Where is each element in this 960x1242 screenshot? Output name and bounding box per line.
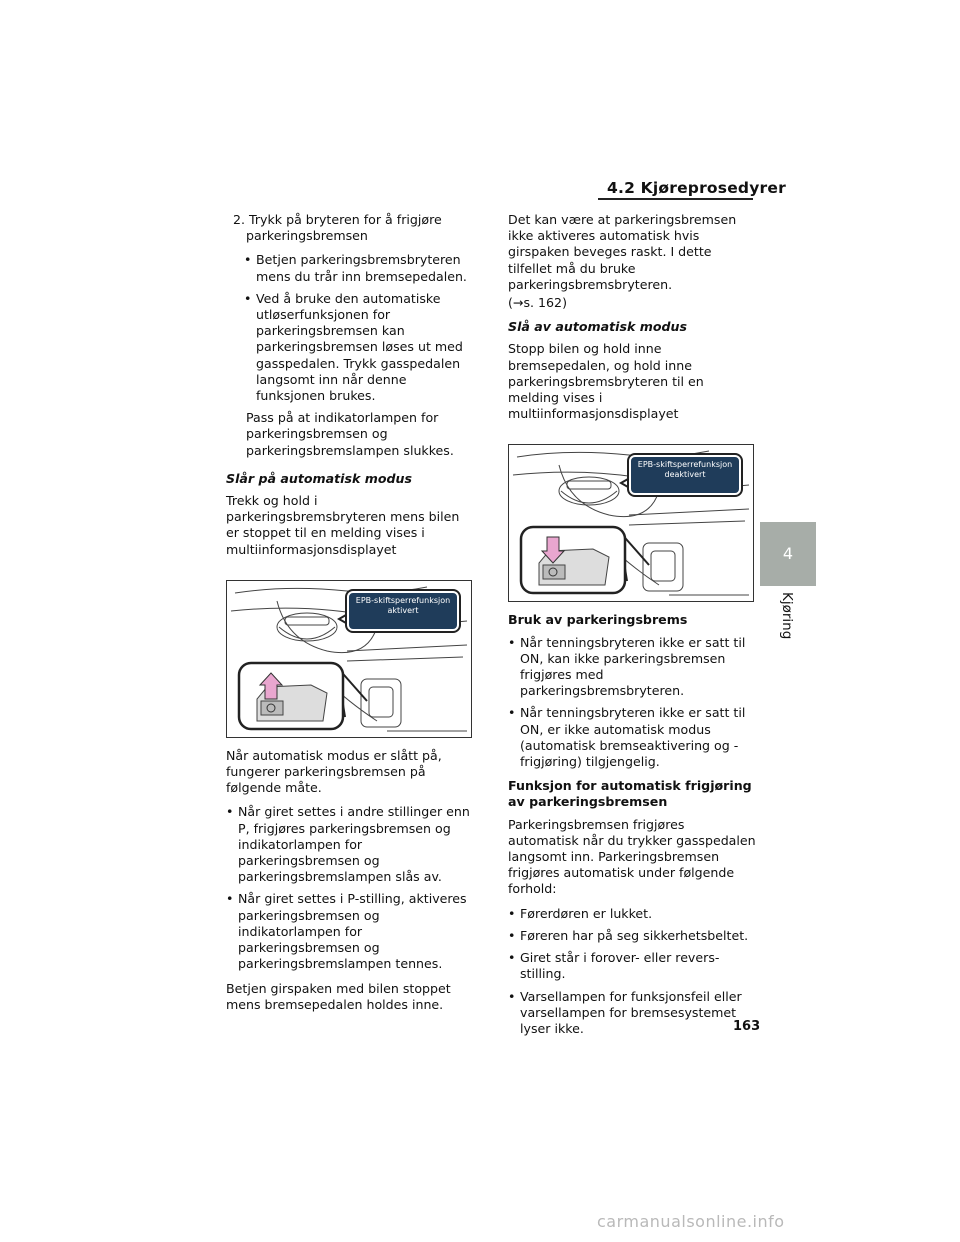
page-reference: (→s. 162) (508, 295, 567, 311)
message-bubble-deaktivert (629, 455, 741, 495)
chapter-number: 4 (782, 544, 794, 563)
auto-off-text: Stopp bilen og hold inne bremsepedalen, og hold inne parkeringsbremsbryteren til en melding vises i multiinformasjonsdisplayet (508, 341, 704, 422)
auto-off-heading: Slå av automatisk modus (508, 319, 687, 335)
step-2-bullets (244, 252, 474, 404)
usage-bullets (508, 635, 758, 771)
message-text: EPB-skiftsperrefunksjon aktivert (355, 595, 451, 615)
auto-on-bullet: • Når giret settes i andre stillinger enn P, frigjøres parkeringsbremsen og indikatorlampen for parkeringsbremsen og parkeringsbremslampen slås av. (226, 804, 474, 885)
header-rule (598, 198, 753, 200)
auto-release-bullet: • Varsellampen for funksjonsfeil eller varsellampen for bremsesystemet lyser ikke. (508, 989, 758, 1038)
auto-on-bullet: • Når giret settes i P-stilling, aktiveres parkeringsbremsen og indikatorlampen for parkeringsbremsen og parkeringsbremslampen tennes. (226, 891, 474, 972)
auto-release-heading: Funksjon for automatisk frigjøring av parkeringsbremsen (508, 778, 752, 810)
auto-on-result: Når automatisk modus er slått på, fungerer parkeringsbremsen på følgende måte. (226, 747, 442, 796)
message-text: EPB-skiftsperrefunksjon deaktivert (637, 460, 733, 480)
page-number: 163 (733, 1019, 761, 1034)
auto-release-bullet: • Føreren har på seg sikkerhetsbeltet. (508, 928, 758, 944)
auto-release-bullets (508, 905, 761, 1037)
auto-on-text: Trekk og hold i parkeringsbremsbryteren mens bilen er stoppet til en melding vises i multiinformasjonsdisplayet (226, 493, 460, 557)
figure-auto-off (508, 444, 754, 602)
auto-release-bullet: • Førerdøren er lukket. (508, 906, 758, 922)
auto-release-bullet: • Giret står i forover- eller revers-stilling. (508, 950, 758, 982)
chapter-label: Kjøring (779, 592, 795, 640)
right-column (508, 212, 761, 1045)
section-title: 4.2 Kjøreprosedyrer (607, 179, 786, 197)
usage-bullet: • Når tenningsbryteren ikke er satt til ON, kan ikke parkeringsbremsen frigjøres med parkeringsbremsbryteren. (508, 635, 758, 700)
step-2-title: 2. Trykk på bryteren for å frigjøre parkeringsbremsen (233, 212, 442, 244)
chapter-tab (760, 522, 816, 586)
message-bubble-aktivert (347, 591, 459, 631)
usage-heading: Bruk av parkeringsbrems (508, 612, 688, 628)
figure-auto-on (226, 580, 472, 738)
usage-bullet: • Når tenningsbryteren ikke er satt til ON, er ikke automatisk modus (automatisk bremseaktivering og -frigjøring) tilgjengelig. (508, 705, 758, 770)
left-column (226, 212, 474, 1021)
step-2-note: Pass på at indikatorlampen for parkeringsbremsen og parkeringsbremslampen slukkes. (246, 410, 454, 458)
auto-release-text: Parkeringsbremsen frigjøres automatisk når du trykker gasspedalen langsomt inn. Parkeringsbremsen frigjøres automatisk under følgende forhold: (508, 816, 756, 897)
step-2-bullet: • Betjen parkeringsbremsbryteren mens du trår inn bremsepedalen. (244, 252, 474, 284)
watermark: carmanualsonline.info (597, 1212, 785, 1231)
right-intro: Det kan være at parkeringsbremsen ikke aktiveres automatisk hvis girspaken beveges raskt. I dette tilfellet må du bruke parkeringsbremsbryteren. (508, 212, 737, 292)
auto-on-final: Betjen girspaken med bilen stoppet mens bremsepedalen holdes inne. (226, 980, 451, 1012)
auto-on-heading: Slår på automatisk modus (226, 470, 412, 486)
step-2-bullet: • Ved å bruke den automatiske utløserfunksjonen for parkeringsbremsen kan parkeringsbremsen løses ut med gasspedalen. Trykk gasspedalen langsomt inn når denne funksjonen brukes. (244, 291, 474, 404)
auto-on-bullets (226, 804, 474, 972)
